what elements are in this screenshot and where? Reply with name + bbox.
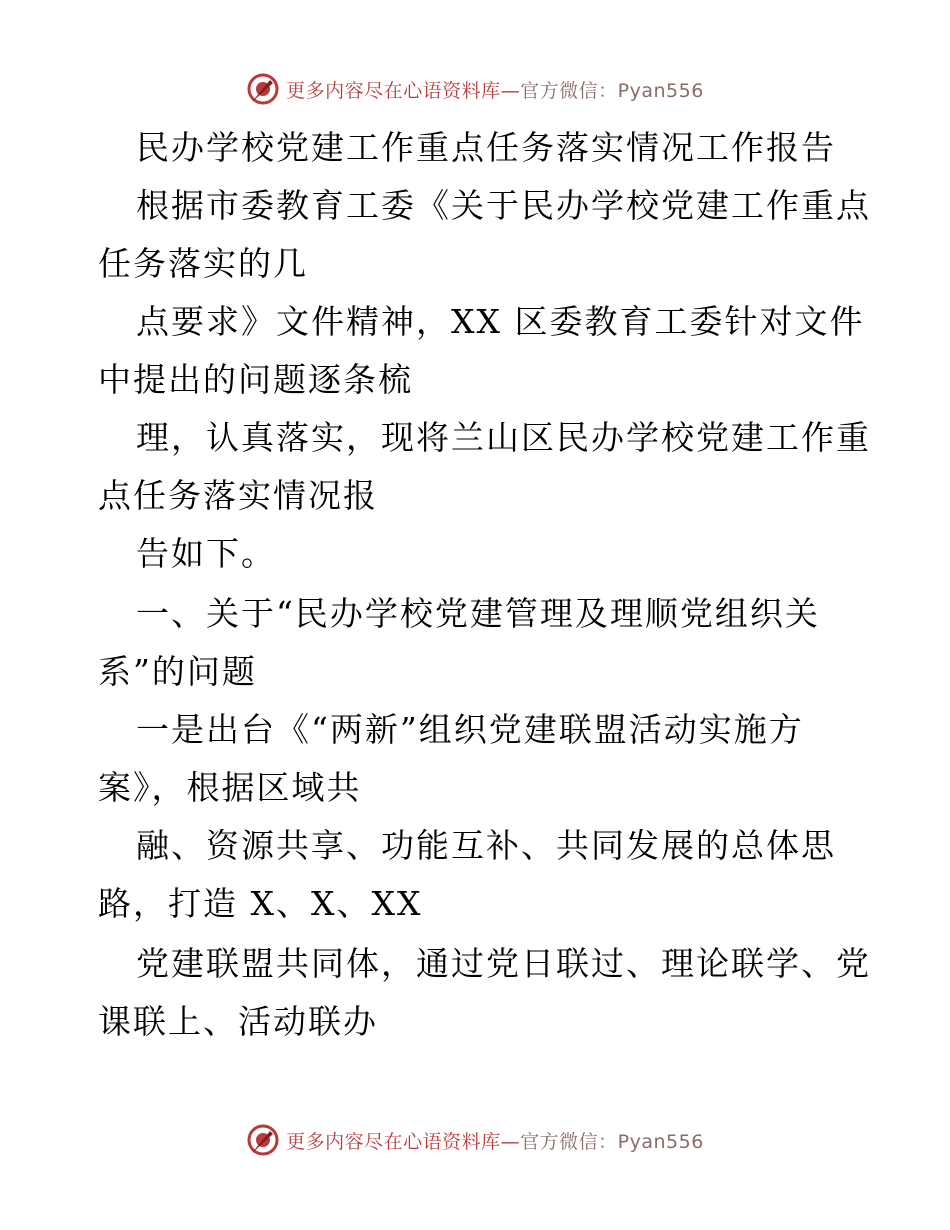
body-line: 点要求》文件精神，XX 区委教育工委针对文件: [136, 302, 865, 341]
watermark-banner-top: [0, 72, 950, 106]
body-line: 点任务落实情况报: [98, 476, 378, 515]
body-line: 理，认真落实，现将兰山区民办学校党建工作重: [136, 418, 871, 457]
section-heading: 一、关于“民办学校党建管理及理顺党组织关: [136, 594, 820, 633]
watermark-text: 更多内容尽在心语资料库—: [286, 1130, 521, 1153]
body-line: 中提出的问题逐条梳: [98, 360, 413, 399]
watermark-contact: 官方微信：Pyan556: [520, 1130, 704, 1153]
body-line: 根据市委教育工委《关于民办学校党建工作重点: [136, 186, 871, 225]
body-line: 党建联盟共同体，通过党日联过、理论联学、党: [136, 944, 871, 983]
watermark-contact: 官方微信：Pyan556: [520, 79, 704, 102]
body-line: 融、资源共享、功能互补、共同发展的总体思: [136, 826, 836, 865]
body-line: 告如下。: [136, 534, 276, 573]
red-quill-seal-icon: [246, 72, 280, 106]
watermark-text: 更多内容尽在心语资料库—: [286, 79, 521, 102]
body-line: 任务落实的几: [98, 244, 308, 283]
section-heading-cont: 系”的问题: [98, 652, 257, 691]
watermark-banner-bottom: [0, 1123, 950, 1157]
document-title: 民办学校党建工作重点任务落实情况工作报告: [136, 128, 836, 167]
body-line: 案》，根据区域共: [98, 768, 362, 807]
red-quill-seal-icon: [246, 1123, 280, 1157]
body-line: 路，打造 X、X、XX: [98, 884, 423, 923]
body-line: 一是出台《“两新”组织党建联盟活动实施方: [136, 710, 804, 749]
body-line: 课联上、活动联办: [98, 1002, 378, 1041]
